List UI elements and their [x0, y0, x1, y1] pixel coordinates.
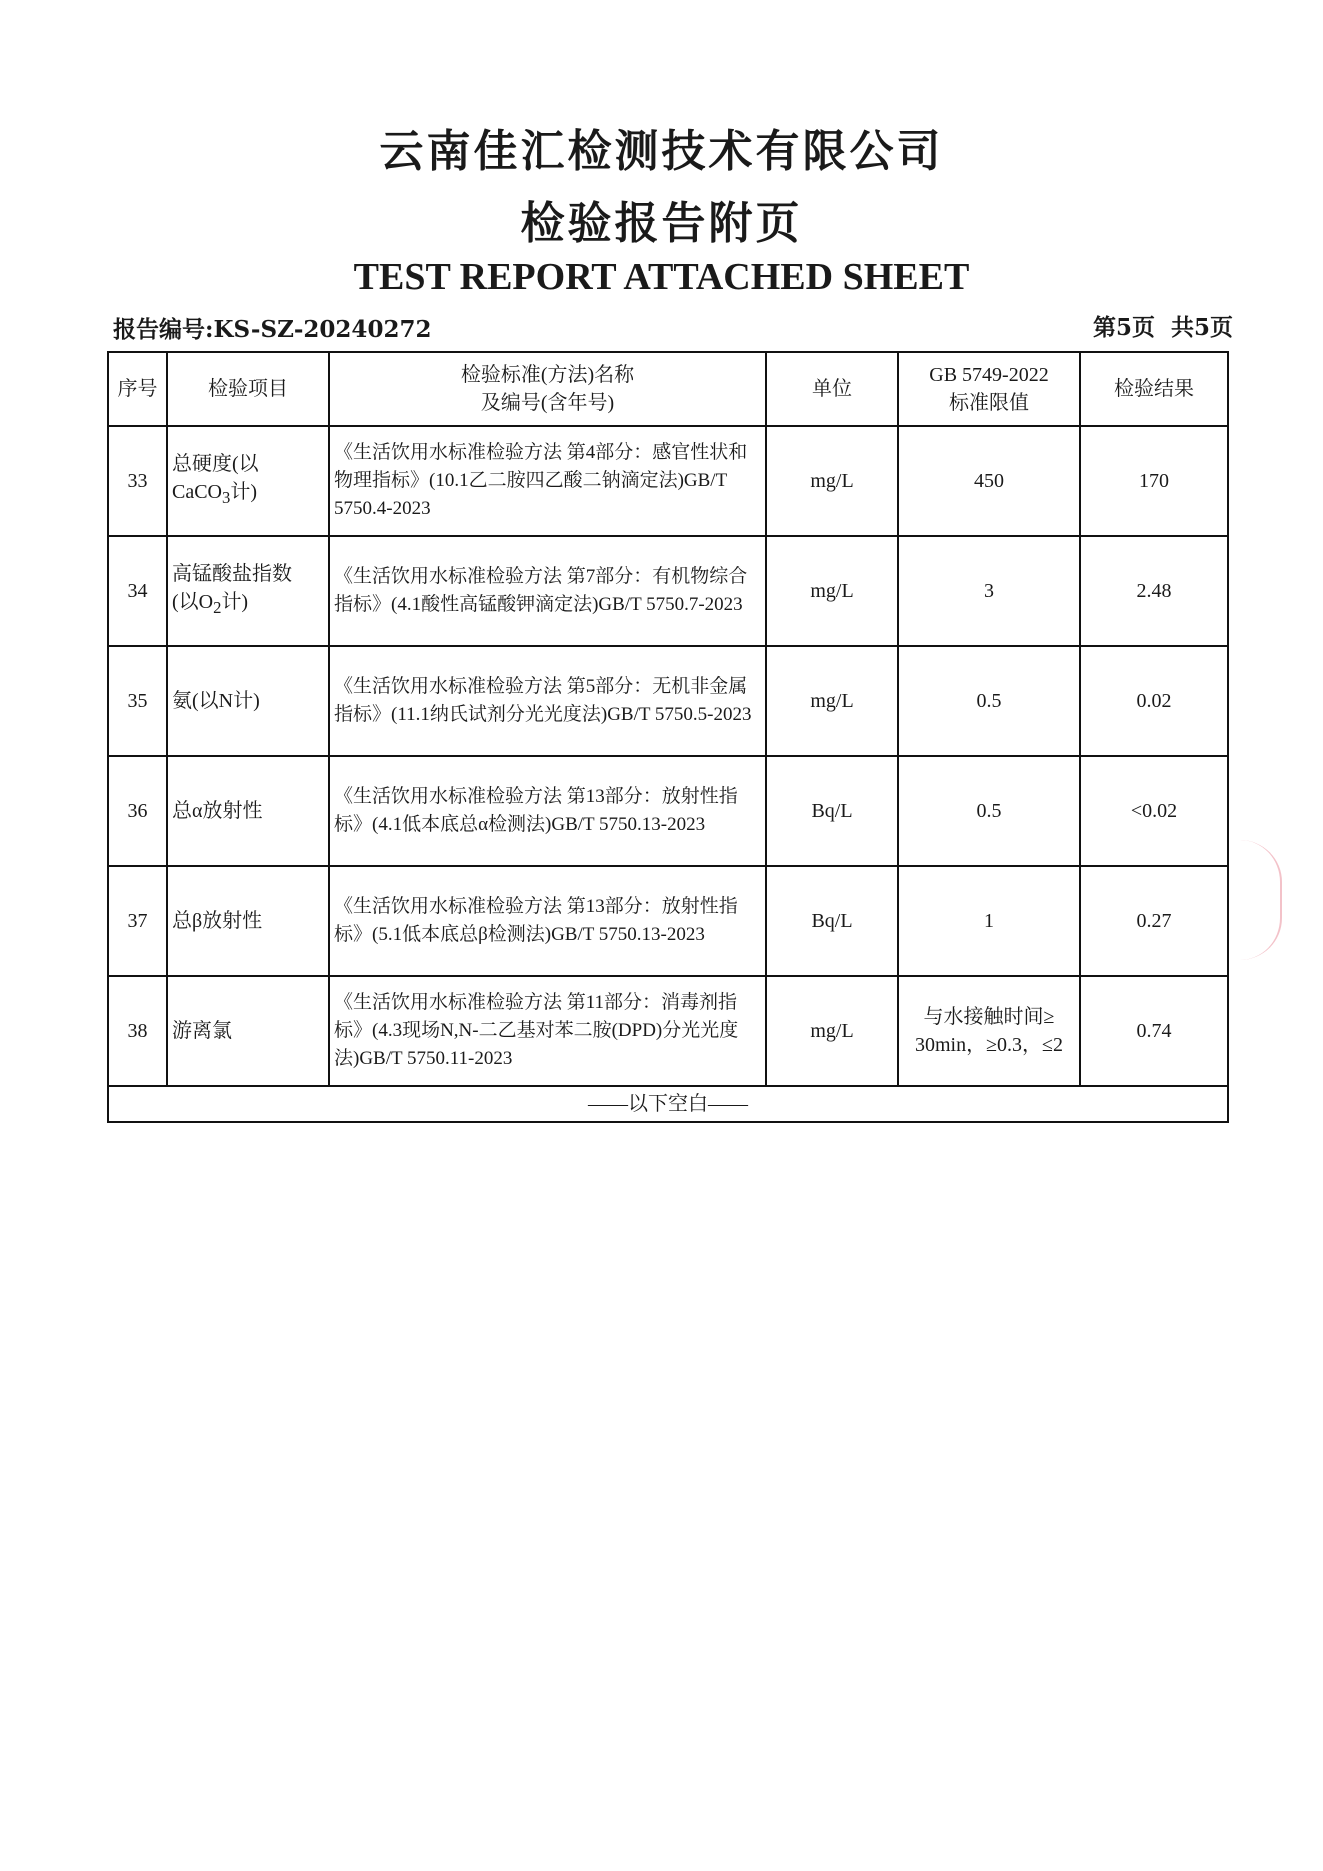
header-limit-line2: 标准限值: [949, 392, 1029, 414]
cell-unit: Bq/L: [766, 866, 898, 976]
cell-unit: mg/L: [766, 536, 898, 646]
cell-item: 总α放射性: [167, 756, 329, 866]
cell-limit: 3: [898, 536, 1080, 646]
cell-seq: 37: [108, 866, 167, 976]
report-number: 报告编号:KS-SZ-20240272: [113, 316, 432, 343]
blank-note-row: [108, 1086, 1228, 1122]
document-title-english: TEST REPORT ATTACHED SHEET: [353, 256, 970, 298]
cell-result: 2.48: [1080, 536, 1228, 646]
cell-seq: 35: [108, 646, 167, 756]
page-info: 第5页 共5页: [1092, 314, 1233, 341]
cell-item-formula: CaCO: [172, 481, 222, 503]
header-seq: 序号: [108, 352, 167, 426]
table-row: [108, 976, 1228, 1086]
cell-limit: 450: [898, 426, 1080, 536]
header-method-line1: 检验标准(方法)名称: [460, 364, 635, 386]
cell-item: 总β放射性: [167, 866, 329, 976]
cell-method: 《生活饮用水标准检验方法 第13部分：放射性指标》(5.1低本底总β检测法)GB/T 5750.13-2023: [329, 866, 766, 976]
cell-result: 170: [1080, 426, 1228, 536]
cell-method: 《生活饮用水标准检验方法 第13部分：放射性指标》(4.1低本底总α检测法)GB/T 5750.13-2023: [329, 756, 766, 866]
cell-seq: 33: [108, 426, 167, 536]
cell-item: 游离氯: [167, 976, 329, 1086]
cell-limit: 0.5: [898, 756, 1080, 866]
cell-method: 《生活饮用水标准检验方法 第4部分：感官性状和物理指标》(10.1乙二胺四乙酸二钠滴定法)GB/T 5750.4-2023: [329, 426, 766, 536]
table-row: [108, 426, 1228, 536]
results-table: [107, 351, 1229, 1123]
cell-item-subscript: 3: [222, 488, 231, 507]
cell-item-line2: [172, 478, 324, 512]
blank-note: ——以下空白——: [108, 1086, 1228, 1122]
cell-seq: 34: [108, 536, 167, 646]
table-row: [108, 866, 1228, 976]
cell-item-line1: 高锰酸盐指数: [172, 563, 292, 585]
table-header-row: [108, 352, 1228, 426]
header-method: [329, 352, 766, 426]
cell-unit: mg/L: [766, 646, 898, 756]
document-title: 检验报告附页: [520, 198, 803, 249]
table-row: [108, 536, 1228, 646]
cell-result: <0.02: [1080, 756, 1228, 866]
header-limit: [898, 352, 1080, 426]
cell-limit: 0.5: [898, 646, 1080, 756]
cell-limit: [898, 976, 1080, 1086]
header-limit-line1: GB 5749-2022: [929, 364, 1049, 386]
cell-item-suffix: 计): [230, 481, 257, 503]
cell-item: 氨(以N计): [167, 646, 329, 756]
table-row: [108, 646, 1228, 756]
header-result: 检验结果: [1080, 352, 1228, 426]
cell-result: 0.27: [1080, 866, 1228, 976]
cell-limit: 1: [898, 866, 1080, 976]
cell-limit-line1: 与水接触时间≥: [923, 1006, 1055, 1028]
header-item: 检验项目: [167, 352, 329, 426]
cell-result: 0.02: [1080, 646, 1228, 756]
cell-unit: mg/L: [766, 426, 898, 536]
cell-item-line1: 总硬度(以: [172, 453, 259, 475]
cell-item: [167, 426, 329, 536]
cell-unit: mg/L: [766, 976, 898, 1086]
header-method-line2: 及编号(含年号): [480, 392, 615, 414]
cell-seq: 38: [108, 976, 167, 1086]
cell-item-line2: [172, 588, 324, 622]
cell-item-suffix: 计): [221, 591, 249, 613]
cell-result: 0.74: [1080, 976, 1228, 1086]
cell-method: 《生活饮用水标准检验方法 第7部分：有机物综合指标》(4.1酸性高锰酸钾滴定法)GB/T 5750.7-2023: [329, 536, 766, 646]
cell-limit-line2: 30min，≥0.3，≤2: [914, 1034, 1064, 1056]
table-row: [108, 756, 1228, 866]
header-unit: 单位: [766, 352, 898, 426]
company-name: 云南佳汇检测技术有限公司: [379, 126, 944, 177]
seal-stamp-edge: [1240, 840, 1282, 960]
cell-item-subscript: 2: [213, 598, 222, 617]
cell-item: [167, 536, 329, 646]
cell-method: 《生活饮用水标准检验方法 第5部分：无机非金属指标》(11.1纳氏试剂分光光度法)GB/T 5750.5-2023: [329, 646, 766, 756]
cell-seq: 36: [108, 756, 167, 866]
cell-unit: Bq/L: [766, 756, 898, 866]
cell-method: 《生活饮用水标准检验方法 第11部分：消毒剂指标》(4.3现场N,N-二乙基对苯二胺(DPD)分光光度法)GB/T 5750.11-2023: [329, 976, 766, 1086]
cell-item-formula: (以O: [172, 591, 214, 613]
